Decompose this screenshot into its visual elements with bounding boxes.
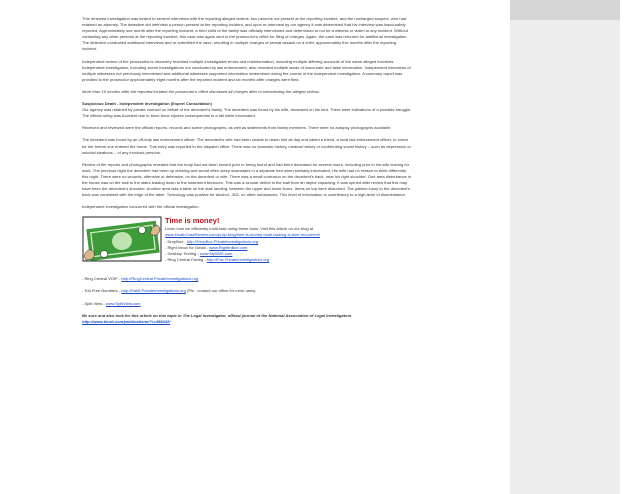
splitview-link[interactable]: www.SplitView.com	[105, 300, 141, 306]
promo-title: Time is money!	[165, 216, 220, 226]
promo-text	[165, 216, 405, 263]
tool-item: - DropBox - http://DropBox.PrivateInvestigations.org	[165, 238, 259, 244]
paragraph: Independent review of the prosecution's discovery revealed multiple investigative errors and misinformation, including multiple differing accounts of the same alleged incidents. Independent investigation, including scene investigations not conducted by law enforcement, also revealed multiple areas of inaccurate and false information. Independent interviews of multiple witnesses not previously interviewed and additional witnesses supported information determined during the course of the independent investigation. A summary report was provided to the prosecutor approximately eight months after the reported incident and six months after charges were filed.	[82, 58, 411, 82]
tool-item: - Ring Central VOIP - http://RingCentral.PrivateInvestigations.org	[82, 276, 199, 282]
blog-link[interactable]: www.DeathCaseReview.com/pi-tip-blog/time-is-money-multi-tasking-is-time-recovered/	[165, 232, 320, 238]
blurb-link[interactable]: http://www.blurb.com/publications/?r=495442/	[82, 318, 171, 324]
right-sidebar-panel	[510, 0, 620, 494]
mysms-link[interactable]: www.MySMS.com	[199, 250, 233, 256]
paragraph: Review of the reports and photographs revealed that the body had not been moved prior to being found and had been deceased for several hours, including prior to his wife leaving for work. The previous night the decedent had been up drinking and would often sleep downstairs in a separate bed when similarly intoxicated. His wife had no reason to think differently this night. There were no wounds, offensive or defensive, on the decedent or wife. There was a small contusion on the decedent's back, near his right shoulder. One area disturbance in the house was on the wall to the stairs leading down to the basement bedroom. This was a circular defect in the wall from an object impacting. It was opined after review that this may have been the decedent's shoulder. Another area was a table on the stair landing, between the upper and lower floors. Items on top were disturbed. The pattern injury to the decedent's back was consistent with the edge of the table. Toxicology was positive for alcohol, .302, no other substances. This level of intoxication is contributory to a high-level of disorientation.	[82, 161, 411, 198]
rightinbox-link[interactable]: www.RightInBox.com	[209, 244, 248, 250]
tool-item: - Ring Central Faxing - http://Fax.PrivateInvestigations.org	[165, 256, 270, 262]
tool-item: - Toll-Free Numbers - http://Kall8.PrivateInvestigations.org (Pls - contact our office for more uses)	[82, 288, 256, 294]
footer-note: Be sure and also look for this article on this topic in The Legal Investigator, official journal of the National Association of Legal Investigators http://www.blurb.com/publications/?r=495442/	[82, 312, 352, 324]
tool-item: - Split View - www.SplitView.com	[82, 300, 141, 306]
fax-link[interactable]: http://Fax.PrivateInvestigations.org	[206, 256, 270, 262]
dropbox-link[interactable]: http://DropBox.PrivateInvestigations.org	[186, 238, 259, 244]
document-body	[82, 16, 412, 331]
paragraph: Independent investigation concurred with the official investigation.	[82, 204, 200, 210]
section-heading: Suspicious Death - Independent Investigation (Expert Consultation)	[82, 101, 212, 107]
paragraph: Our agency was retained by private counsel on behalf of the decedent's family. The decedent was found by his wife, deceased on his bed. There were indications of a possible struggle. The official ruling was Accident due to blunt force injuries consequential to a fall while intoxicated.	[82, 107, 412, 119]
paragraph: Received and reviewed were the official reports, records and scene photographs, as well as statements from family members. There were no autopsy photographs available.	[82, 125, 392, 131]
ringcentral-link[interactable]: http://RingCentral.PrivateInvestigations.org	[121, 276, 199, 282]
tool-item: - Desktop Texting - www.MySMS.com	[165, 250, 233, 256]
kall8-link[interactable]: http://Kall8.PrivateInvestigations.org	[121, 288, 186, 294]
tool-item: - Right Inbox for Gmail - www.RightInBox.com	[165, 244, 248, 250]
promo-box	[82, 216, 412, 276]
money-bill-icon	[82, 216, 162, 262]
sidebar-header-bar	[510, 0, 620, 20]
italic-note: More than 16 months after the reported incident the prosecutor's office dismissed all charges after re-interviewing the alleged victims.	[82, 88, 321, 94]
paragraph: This renewed investigation was limited to several interviews with the reporting alleged victims, two persons not present at the reporting incident, and the uncharged suspect, who had retained an attorney. The detective did interview a person present at the reporting incident, and upon re-interview by our agency it was determined that his interview was inaccurately reported. Approximately one month after the reporting incident, a third child of the family was officially interviewed and determined to not be a witness or victim to any incident. Without contacting any other persons at the reporting incident, this case was again sent to the prosecutor's office for filing of charges. Again, the case was returned for additional investigation. The detective conducted additional interviews and re-submitted the case, resulting in multiple charges of sexual assault on a child, approximately five months after the reporting incident.	[82, 16, 408, 52]
paragraph: The decedent was found by an off-duty law enforcement officer. The decedent's wife had been unable to reach him all day and called a friend, a local law enforcement officer, to check for her before she entered the home. This entry was reported to the dispatch office. There was no domestic history, medical history or contributing social history – such as depression or suicidal ideations – of any involved persons.	[82, 137, 411, 155]
promo-intro: Learn how we efficiently multi-task using these tools. Visit this article on our blog at	[165, 226, 314, 232]
